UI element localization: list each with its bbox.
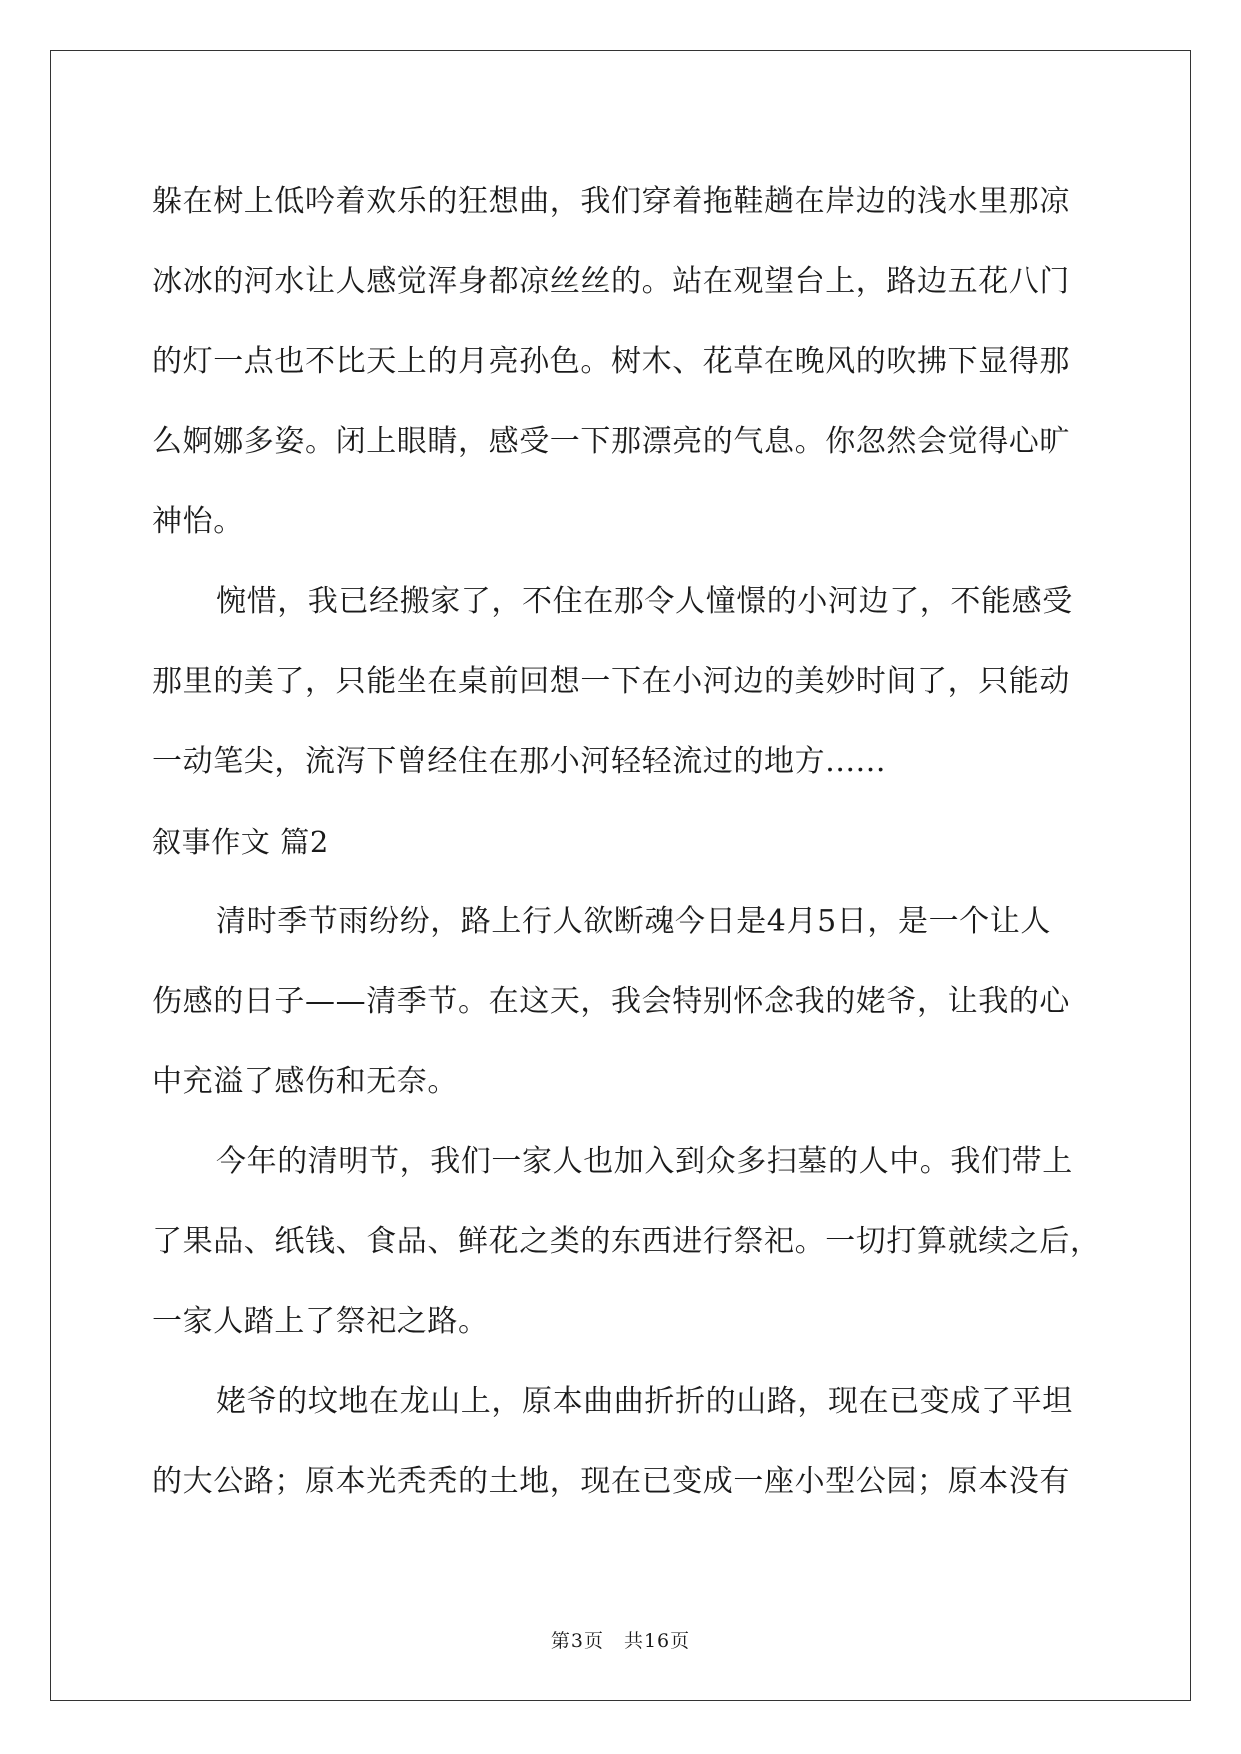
page-footer: [0, 1626, 1241, 1653]
text-line: 伤感的日子——清季节。在这天，我会特别怀念我的姥爷，让我的心: [152, 984, 1070, 1019]
page-number-total: 共16页: [623, 1630, 691, 1652]
text-line: 躲在树上低吟着欢乐的狂想曲，我们穿着拖鞋趟在岸边的浅水里那凉: [152, 184, 1070, 219]
text-line: 今年的清明节，我们一家人也加入到众多扫墓的人中。我们带上: [216, 1144, 1073, 1179]
text-line: 那里的美了，只能坐在桌前回想一下在小河边的美妙时间了，只能动: [152, 664, 1070, 699]
text-line: 姥爷的坟地在龙山上，原本曲曲折折的山路，现在已变成了平坦: [216, 1384, 1073, 1419]
text-line: 的大公路；原本光秃秃的土地，现在已变成一座小型公园；原本没有: [152, 1464, 1070, 1499]
text-line: 了果品、纸钱、食品、鲜花之类的东西进行祭祀。一切打算就续之后，: [152, 1224, 1101, 1259]
page-number-current: 第3页: [550, 1630, 604, 1652]
text-line: 的灯一点也不比天上的月亮孙色。树木、花草在晚风的吹拂下显得那: [152, 344, 1070, 379]
text-line: 清时季节雨纷纷，路上行人欲断魂今日是4月5日，是一个让人: [216, 904, 1051, 939]
document-body: [152, 162, 1101, 1522]
text-line: 中充溢了感伤和无奈。: [152, 1064, 458, 1099]
text-line: 么婀娜多姿。闭上眼睛，感受一下那漂亮的气息。你忽然会觉得心旷: [152, 424, 1070, 459]
text-line: 惋惜，我已经搬家了，不住在那令人憧憬的小河边了，不能感受: [216, 584, 1073, 619]
text-line: 神怡。: [152, 504, 244, 539]
text-line: 一家人踏上了祭祀之路。: [152, 1304, 489, 1339]
text-line: 冰冰的河水让人感觉浑身都凉丝丝的。站在观望台上，路边五花八门: [152, 264, 1070, 299]
text-line: 一动笔尖，流泻下曾经住在那小河轻轻流过的地方......: [152, 744, 887, 779]
section-heading: 叙事作文 篇2: [152, 825, 329, 859]
